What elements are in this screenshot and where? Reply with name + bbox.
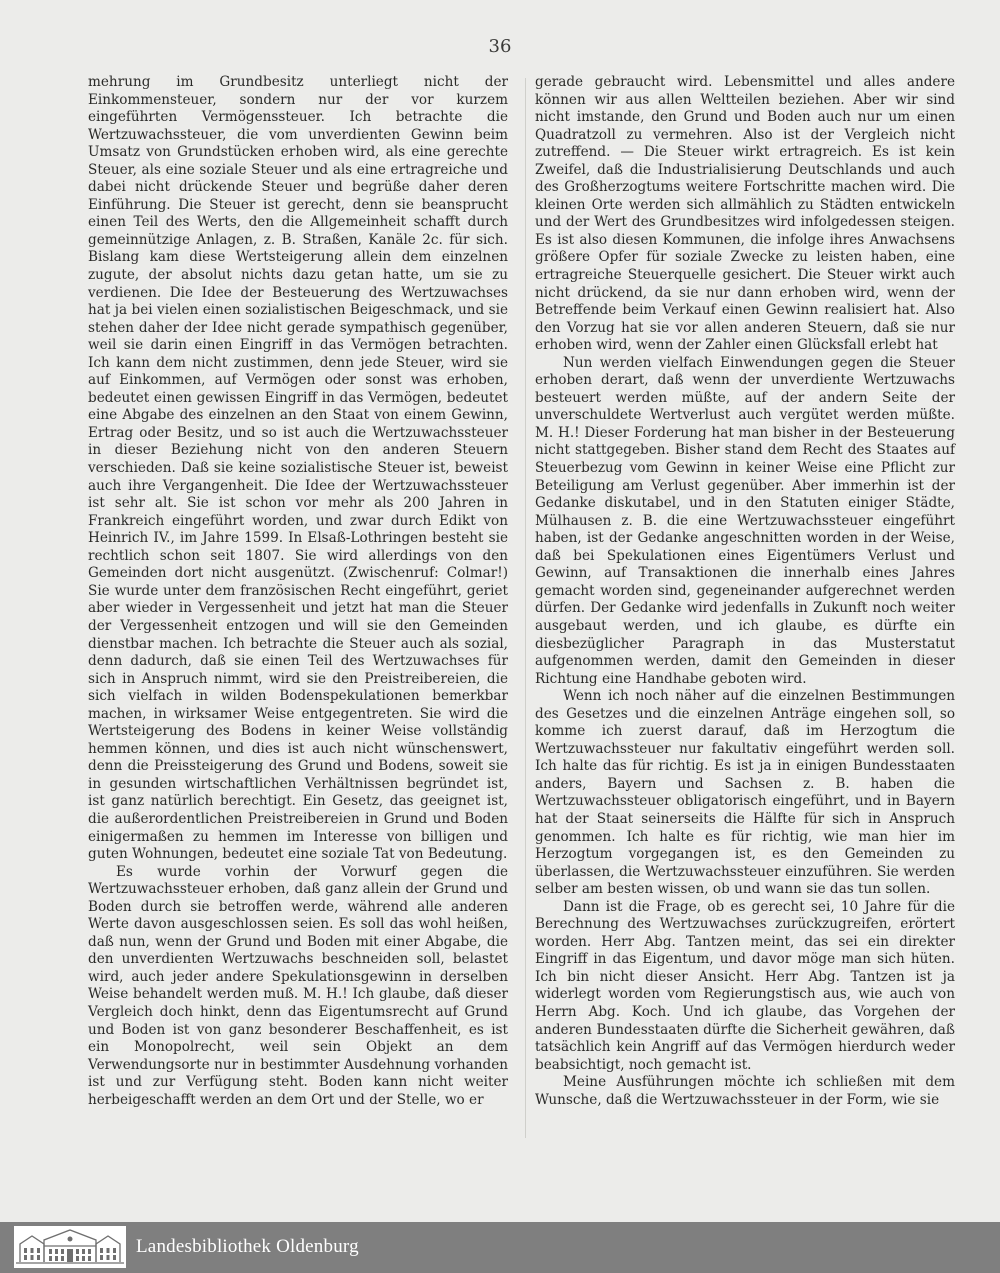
paragraph: Meine Ausführungen möchte ich schließen mit dem Wunsche, daß die Wertzuwachssteuer in der Form, wie sie: [535, 1074, 955, 1108]
left-column: [88, 74, 508, 1109]
paragraph: Nun werden vielfach Einwendungen gegen die Steuer erhoben derart, daß wenn der unverdiente Wertzuwachs besteuert werden müßte, auf der andern Seite der unverschuldete Wertverlust auch vergütet werden müßte. M. H.! Dieser Forderung hat man bisher in der Besteuerung nicht stattgegeben. Bisher stand dem Recht des Staates auf Steuerbezug vom Gewinn in keiner Weise eine Pflicht zur Beteiligung am Verlust gegenüber. Aber immerhin ist der Gedanke diskutabel, und in den Statuten einiger Städte, Mülhausen z. B. die eine Wertzuwachssteuer eingeführt haben, ist der Gedanke angeschnitten worden in der Weise, daß bei Spekulationen eines Eigentümers Verlust und Gewinn, auf Transaktionen die innerhalb eines Jahres gemacht worden sind, gegeneinander aufgerechnet werden dürfen. Der Gedanke wird jedenfalls in Zukunft noch weiter ausgebaut werden, und ich glaube, es dürfte ein diesbezüglicher Paragraph in das Musterstatut aufgenommen werden, damit den Gemeinden in dieser Richtung eine Handhabe geboten wird.: [535, 354, 955, 687]
paragraph: Dann ist die Frage, ob es gerecht sei, 10 Jahre für die Berechnung des Wertzuwachses zurückzugreifen, erörtert worden. Herr Abg. Tantzen meint, das sei ein direkter Eingriff in das Eigentum, und davor möge man sich hüten. Ich bin nicht dieser Ansicht. Herr Abg. Tantzen ist ja widerlegt worden vom Regierungstisch aus, wie auch von Herrn Abg. Koch. Und ich glaube, das Vorgehen der anderen Bundesstaaten dürfte die Sicherheit gewähren, daß tatsächlich kein Angriff auf das Vermögen hierdurch weder beabsichtigt, noch gemacht ist.: [535, 898, 955, 1073]
library-name: Landesbibliothek Oldenburg: [136, 1236, 359, 1257]
paragraph: mehrung im Grundbesitz unterliegt nicht der Einkommensteuer, sondern nur der vor kurzem eingeführten Vermögenssteuer. Ich betrachte die Wertzuwachssteuer, die vom unverdienten Gewinn beim Umsatz von Grundstücken erhoben wird, als eine gerechte Steuer, als eine soziale Steuer und als eine ertragreiche und dabei nicht drückende Steuer und begrüße daher deren Einführung. Die Steuer ist gerecht, denn sie beansprucht einen Teil des Werts, den die Allgemeinheit schafft durch gemeinnützige Anlagen, z. B. Straßen, Kanäle 2c. für sich. Bislang kam diese Wertsteigerung allein dem einzelnen zugute, der absolut nichts dazu getan hatte, um sie zu verdienen. Die Idee der Besteuerung des Wertzuwachses hat ja bei vielen einen sozialistischen Beigeschmack, und sie stehen daher der Idee nicht gerade sympathisch gegenüber, weil sie darin einen Eingriff in das Vermögen betrachten. Ich kann dem nicht zustimmen, denn jede Steuer, wird sie auf Einkommen, auf Vermögen oder sonst was erhoben, bedeutet einen gewissen Eingriff in das Vermögen, bedeutet eine Abgabe des einzelnen an den Staat von einem Gewinn, Ertrag oder Besitz, und so ist auch die Wertzuwachssteuer in dieser Beziehung nicht von den anderen Steuern verschieden. Daß sie keine sozialistische Steuer ist, beweist auch ihre Vergangenheit. Die Idee der Wertzuwachssteuer ist sehr alt. Sie ist schon vor mehr als 200 Jahren in Frankreich eingeführt worden, und zwar durch Edikt von Heinrich IV., im Jahre 1599. In Elsaß-Lothringen besteht sie rechtlich schon seit 1807. Sie wird allerdings von den Gemeinden dort nicht ausgenützt. (Zwischenruf: Colmar!) Sie wurde unter dem französischen Recht eingeführt, geriet aber wieder in Vergessenheit und jetzt hat man die Steuer der Vergessenheit entzogen und will sie den Gemeinden dienstbar machen. Ich betrachte die Steuer auch als sozial, denn dadurch, daß sie einen Teil des Wertzuwachses für sich in Anspruch nimmt, wird sie den Preistreibereien, die sich vielfach in wilden Bodenspekulationen bemerkbar machen, in wirksamer Weise entgegentreten. Sie wird die Wertsteigerung des Bodens in keiner Weise vollständig hemmen können, und dies ist auch nicht wünschenswert, denn die Preissteigerung des Grund und Bodens, soweit sie in gesunden wirtschaftlichen Verhältnissen begründet ist, ist ganz natürlich berechtigt. Ein Gesetz, das geeignet ist, die außerordentlichen Preistreibereien in Grund und Boden einigermaßen zu hemmen im Interesse von billigen und guten Wohnungen, bedeutet eine soziale Tat von Bedeutung.: [88, 74, 508, 863]
paragraph: Wenn ich noch näher auf die einzelnen Bestimmungen des Gesetzes und die einzelnen Anträge eingehen soll, so komme ich zuerst darauf, daß im Herzogtum die Wertzuwachssteuer nur fakultativ eingeführt werden soll. Ich halte das für richtig. Es ist ja in einigen Bundesstaaten anders, Bayern und Sachsen z. B. haben die Wertzuwachssteuer obligatorisch eingeführt, und in Bayern hat der Staat seinerseits die Hälfte für sich in Anspruch genommen. Ich halte es für richtig, wie man hier im Herzogtum vorgegangen ist, es den Gemeinden zu überlassen, die Wertzuwachssteuer einzuführen. Sie werden selber am besten wissen, ob und wann sie das tun sollen.: [535, 688, 955, 898]
paragraph: Es wurde vorhin der Vorwurf gegen die Wertzuwachssteuer erhoben, daß ganz allein der Grund und Boden durch sie betroffen werde, während alle anderen Werte davon ausgeschlossen seien. Es soll das wohl heißen, daß nun, wenn der Grund und Boden mit einer Abgabe, die den unverdienten Wertzuwachs beschneiden soll, belastet wird, auch jeder andere Spekulationsgewinn in derselben Weise behandelt werden muß. M. H.! Ich glaube, daß dieser Vergleich doch hinkt, denn das Eigentumsrecht auf Grund und Boden ist von ganz besonderer Beschaffenheit, es ist ein Monopolrecht, weil sein Objekt an dem Verwendungsorte nur in bestimmter Ausdehnung vorhanden ist und zur Verfügung steht. Boden kann nicht weiter herbeigeschafft werden an dem Ort und der Stelle, wo er: [88, 863, 508, 1108]
library-building-icon: [14, 1226, 126, 1268]
paragraph: gerade gebraucht wird. Lebensmittel und alles andere können wir aus allen Weltteilen beziehen. Aber wir sind nicht imstande, den Grund und Boden auch nur um einen Quadratzoll zu vermehren. Also ist der Vergleich nicht zutreffend. — Die Steuer wirkt ertragreich. Es ist kein Zweifel, daß die Industrialisierung Deutschlands und auch des Großherzogtums weitere Fortschritte machen wird. Die kleinen Orte werden sich allmählich zu Städten entwickeln und der Wert des Grundbesitzes wird infolgedessen steigen. Es ist also diesen Kommunen, die infolge ihres Anwachsens größere Opfer für soziale Zwecke zu leisten haben, eine ertragreiche Steuerquelle gesichert. Die Steuer wirkt auch nicht drückend, da sie nur dann erhoben wird, wenn der Betreffende beim Verkauf einen Gewinn realisiert hat. Also den Vorzug hat sie vor allen anderen Steuern, daß sie nur erhoben wird, wenn der Zahler einen Glücksfall erlebt hat: [535, 74, 955, 354]
library-footer: [0, 1222, 1000, 1273]
column-divider: [525, 78, 526, 1138]
right-column: [535, 74, 955, 1109]
page-number: 36: [488, 36, 512, 57]
